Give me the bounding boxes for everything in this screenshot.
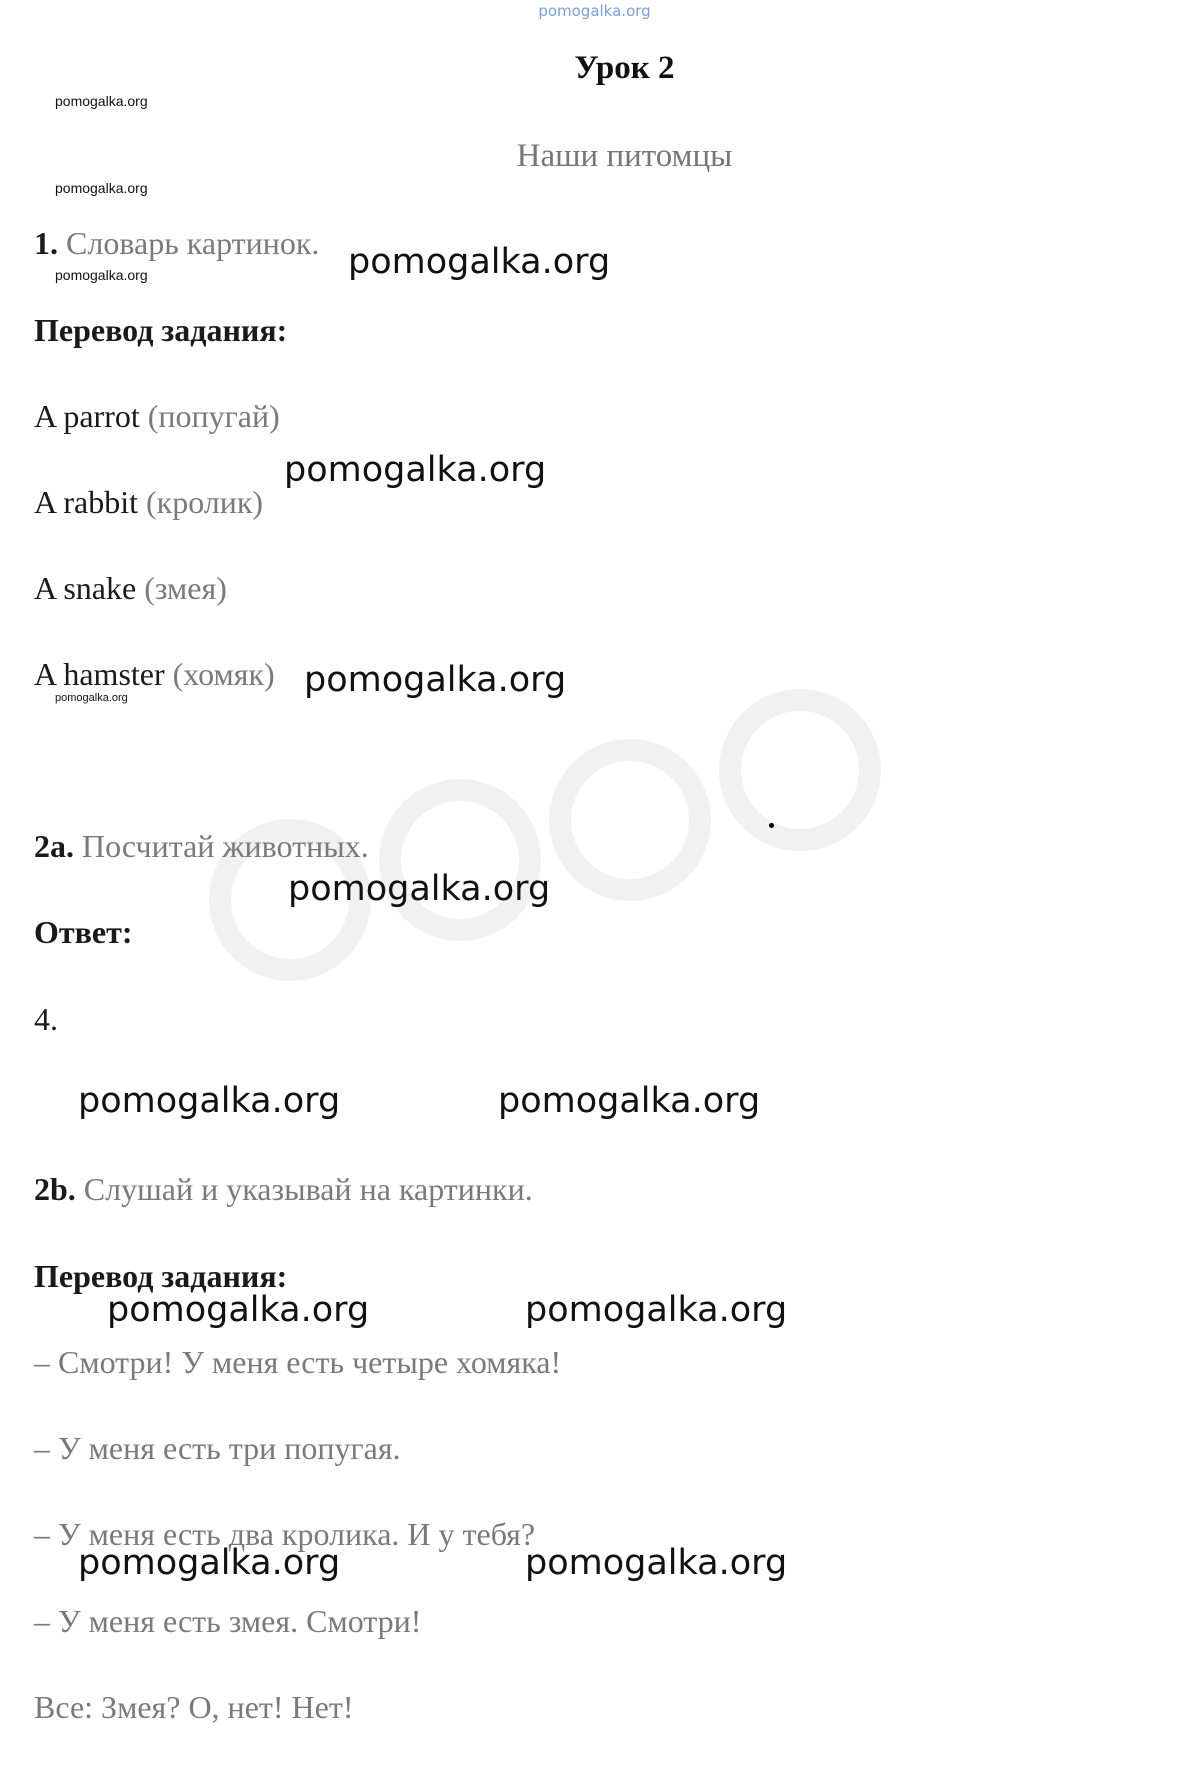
watermark-big: pomogalka.org — [78, 1081, 341, 1121]
vocab-en: A rabbit — [34, 484, 138, 520]
task2b-translation-label: Перевод задания: — [34, 1258, 288, 1294]
vocab-item-parrot — [34, 398, 280, 435]
watermark-big: pomogalka.org — [348, 242, 611, 282]
vocab-item-hamster — [34, 656, 275, 693]
task1-heading — [34, 225, 319, 262]
vocab-en: A hamster — [34, 656, 165, 692]
dialogue-line: – У меня есть змея. Смотри! — [34, 1603, 422, 1639]
task2a-text: Посчитай животных. — [82, 828, 369, 864]
watermark-big: pomogalka.org — [288, 869, 551, 909]
vocab-ru: (хомяк) — [172, 656, 275, 692]
task2a-number: 2a. — [34, 828, 74, 864]
dialogue-final-text: Змея? О, нет! Нет! — [101, 1689, 354, 1725]
watermark-big: pomogalka.org — [78, 1543, 341, 1583]
vocab-ru: (кролик) — [145, 484, 264, 520]
dialogue-line: – У меня есть три попугая. — [34, 1430, 401, 1466]
dialogue-final-line — [34, 1689, 353, 1726]
watermark-big: pomogalka.org — [525, 1543, 788, 1583]
task2a-heading — [34, 828, 369, 865]
task1-number: 1. — [34, 225, 58, 261]
vocab-item-snake — [34, 570, 227, 607]
vocab-en: A snake — [34, 570, 137, 606]
task1-translation-label: Перевод задания: — [34, 312, 288, 348]
task1-text: Словарь картинок. — [66, 225, 320, 261]
vocab-ru: (попугай) — [147, 398, 280, 434]
task2b-number: 2b. — [34, 1171, 76, 1207]
watermark-small: pomogalka.org — [55, 180, 148, 196]
watermark-tiny: pomogalka.org — [55, 692, 128, 704]
stray-dot — [769, 823, 774, 828]
page-title: Урок 2 — [574, 50, 675, 86]
watermark-big: pomogalka.org — [284, 450, 547, 490]
watermark-big: pomogalka.org — [107, 1290, 370, 1330]
watermark-small: pomogalka.org — [55, 267, 148, 283]
top-watermark: pomogalka.org — [538, 2, 651, 20]
watermark-small: pomogalka.org — [55, 93, 148, 109]
dialogue-line: – У меня есть два кролика. И у тебя? — [34, 1516, 536, 1552]
watermark-big: pomogalka.org — [304, 660, 567, 700]
dialogue-line: – Смотри! У меня есть четыре хомяка! — [34, 1344, 562, 1380]
vocab-ru: (змея) — [144, 570, 227, 606]
vocab-en: A parrot — [34, 398, 140, 434]
task2b-heading — [34, 1171, 533, 1208]
dialogue-speaker: Все: — [34, 1689, 94, 1725]
watermark-big: pomogalka.org — [525, 1290, 788, 1330]
task2a-answer-label: Ответ: — [34, 914, 133, 950]
vocab-item-rabbit — [34, 484, 263, 521]
task2a-answer: 4. — [34, 1001, 58, 1037]
watermark-big: pomogalka.org — [498, 1081, 761, 1121]
task2b-text: Слушай и указывай на картинки. — [83, 1171, 533, 1207]
page-subtitle: Наши питомцы — [516, 138, 733, 174]
